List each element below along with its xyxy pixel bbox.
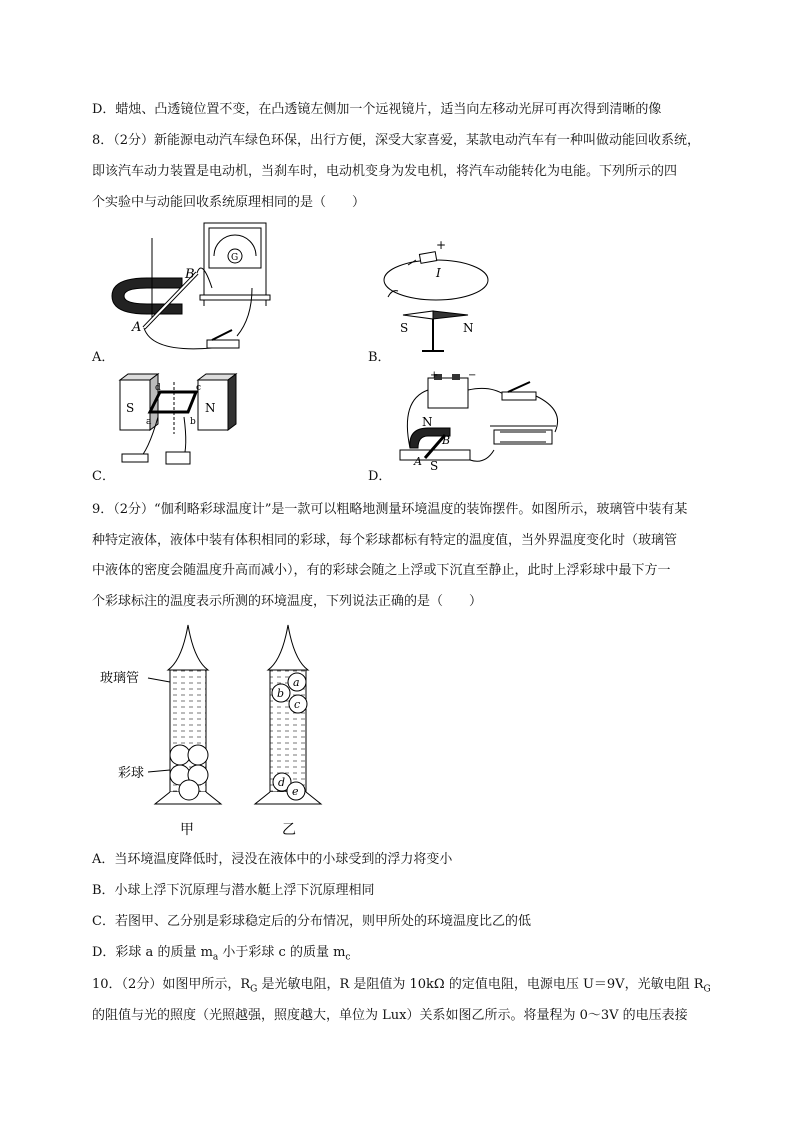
q9-figure-tubes [100,620,340,842]
q9-stem-line-4: 个彩球标注的温度表示所测的环境温度，下列说法正确的是（ ） [92,594,483,609]
label-b: B [185,267,195,282]
tube-label: 玻璃管 [100,671,140,686]
q9-option-d-sub-c: c [345,952,351,963]
ball-b: b [277,687,285,700]
ball-c: c [294,698,301,711]
q8-option-b-label: B． [368,350,391,365]
q9-stem-line-2: 种特定液体，液体中装有体积相同的彩球，每个彩球都标有特定的温度值，当外界温度变化时（玻璃管 [92,533,678,548]
q8-option-d-label: D． [368,469,392,484]
q9-option-d-pre: D．彩球 a 的质量 m [92,945,213,960]
label-d-a: A [414,455,422,468]
label-battery-minus: − [468,370,477,381]
label-c: c [196,383,202,393]
q8-figure-b [378,225,518,365]
q8-stem-line-2: 即该汽车动力装置是电动机，当刹车时，电动机变身为发电机，将汽车动能转化为电能。下列所示的四 [92,164,678,179]
q9-option-d-sub-a: a [212,952,219,963]
q9-option-d [92,943,350,968]
label-n: N [205,401,216,415]
q9-stem-line-1: 9．（2分）“伽利略彩球温度计”是一款可以粗略地测量环境温度的装饰摆件。如图所示，玻璃管中装有某 [92,502,688,517]
label-south: S [400,321,409,335]
label-north: N [463,321,474,335]
q10-stem-line-1 [92,975,711,1000]
ball-label: 彩球 [118,766,145,781]
q9-option-b: B．小球上浮下沉原理与潜水艇上浮下沉原理相同 [92,883,375,898]
label-current: I [436,266,441,280]
q8-stem-line-1: 8．（2分）新能源电动汽车绿色环保，出行方便，深受大家喜爱，某款电动汽车有一种叫做动能回收系统， [92,133,701,148]
q7-option-d: D．蜡烛、凸透镜位置不变，在凸透镜左侧加一个远视镜片，适当向左移动光屏可再次得到清晰的像 [92,102,662,117]
q9-option-a: A．当环境温度降低时，浸没在液体中的小球受到的浮力将变小 [92,852,453,867]
label-g: G [231,253,239,263]
q8-figure-c [108,372,248,472]
q9-stem-line-3: 中液体的密度会随温度升高而减小），有的彩球会随之上浮或下沉直至静止，此时上浮彩球中最下方一 [92,563,671,578]
ball-a: a [293,676,300,689]
label-jia: 甲 [180,822,194,838]
label-d-b: B [442,434,451,447]
q8-figure-a [92,218,292,363]
q9-option-d-mid: 小于彩球 c 的质量 m [218,945,346,960]
q10-sub-2: G [703,984,711,995]
q10-stem-line-2: 的阻值与光的照度（光照越强，照度越大，单位为 Lux）关系如图乙所示。将量程为 0～3V 的电压表接 [92,1008,688,1023]
label-a: A [132,320,142,335]
label-yi: 乙 [282,822,296,838]
label-plus: + [436,238,447,252]
q10-part-2: 是光敏电阻，R 是阻值为 10kΩ 的定值电阻，电源电压 U＝9V，光敏电阻 R [257,977,704,992]
q8-option-c-label: C． [92,469,115,484]
q10-sub-1: G [250,984,258,995]
ball-e: e [292,785,299,798]
q9-option-c: C．若图甲、乙分别是彩球稳定后的分布情况，则甲所处的环境温度比乙的低 [92,914,531,929]
ball-d: d [278,776,286,789]
q10-part-1: 10．（2分）如图甲所示，R [92,977,251,992]
label-battery-plus: + [430,370,439,381]
label-a-small: a [146,417,152,427]
label-d-n: N [422,415,433,429]
q8-figure-d [390,370,570,478]
label-b-small: b [190,417,196,427]
q8-stem-line-3: 个实验中与动能回收系统原理相同的是（ ） [92,195,366,210]
label-s: S [126,401,135,415]
label-d: d [155,383,161,393]
q8-option-a-label: A． [92,350,115,365]
label-d-s: S [430,459,439,473]
